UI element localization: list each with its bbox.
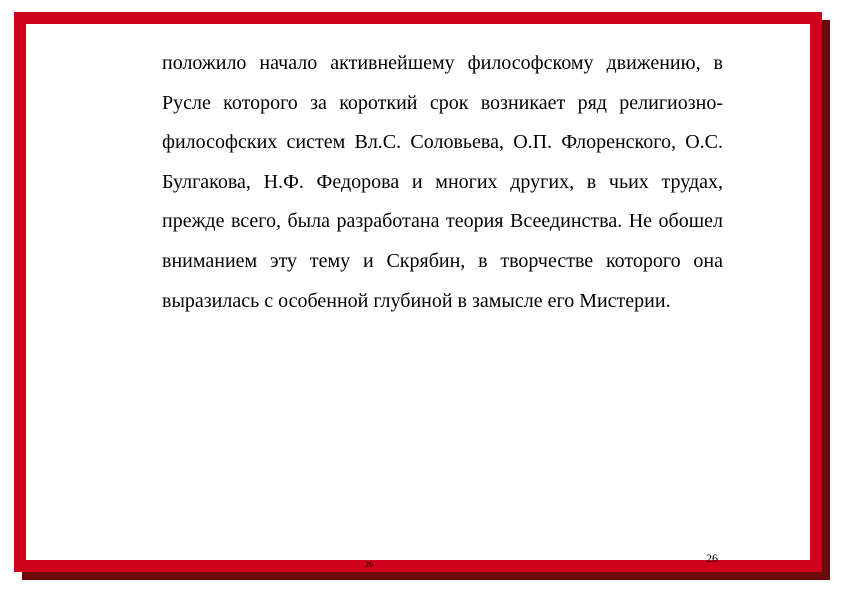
page-number: 26	[706, 551, 718, 565]
page-number-footer-small: 26	[365, 560, 373, 569]
slide-body-text: положило начало активнейшему философскому движению, в Русле которого за короткий срок возникает ряд религиозно-философских систем Вл.С. Соловьева, О.П. Флоренского, О.С. Булгакова, Н.Ф. Федорова и многих других, в чьих трудах, прежде всего, была разработана теория Всеединства. Не обошел вниманием эту тему и Скрябин, в творчестве которого она выразилась с особенной глубиной в замысле его Мистерии.	[162, 52, 723, 312]
